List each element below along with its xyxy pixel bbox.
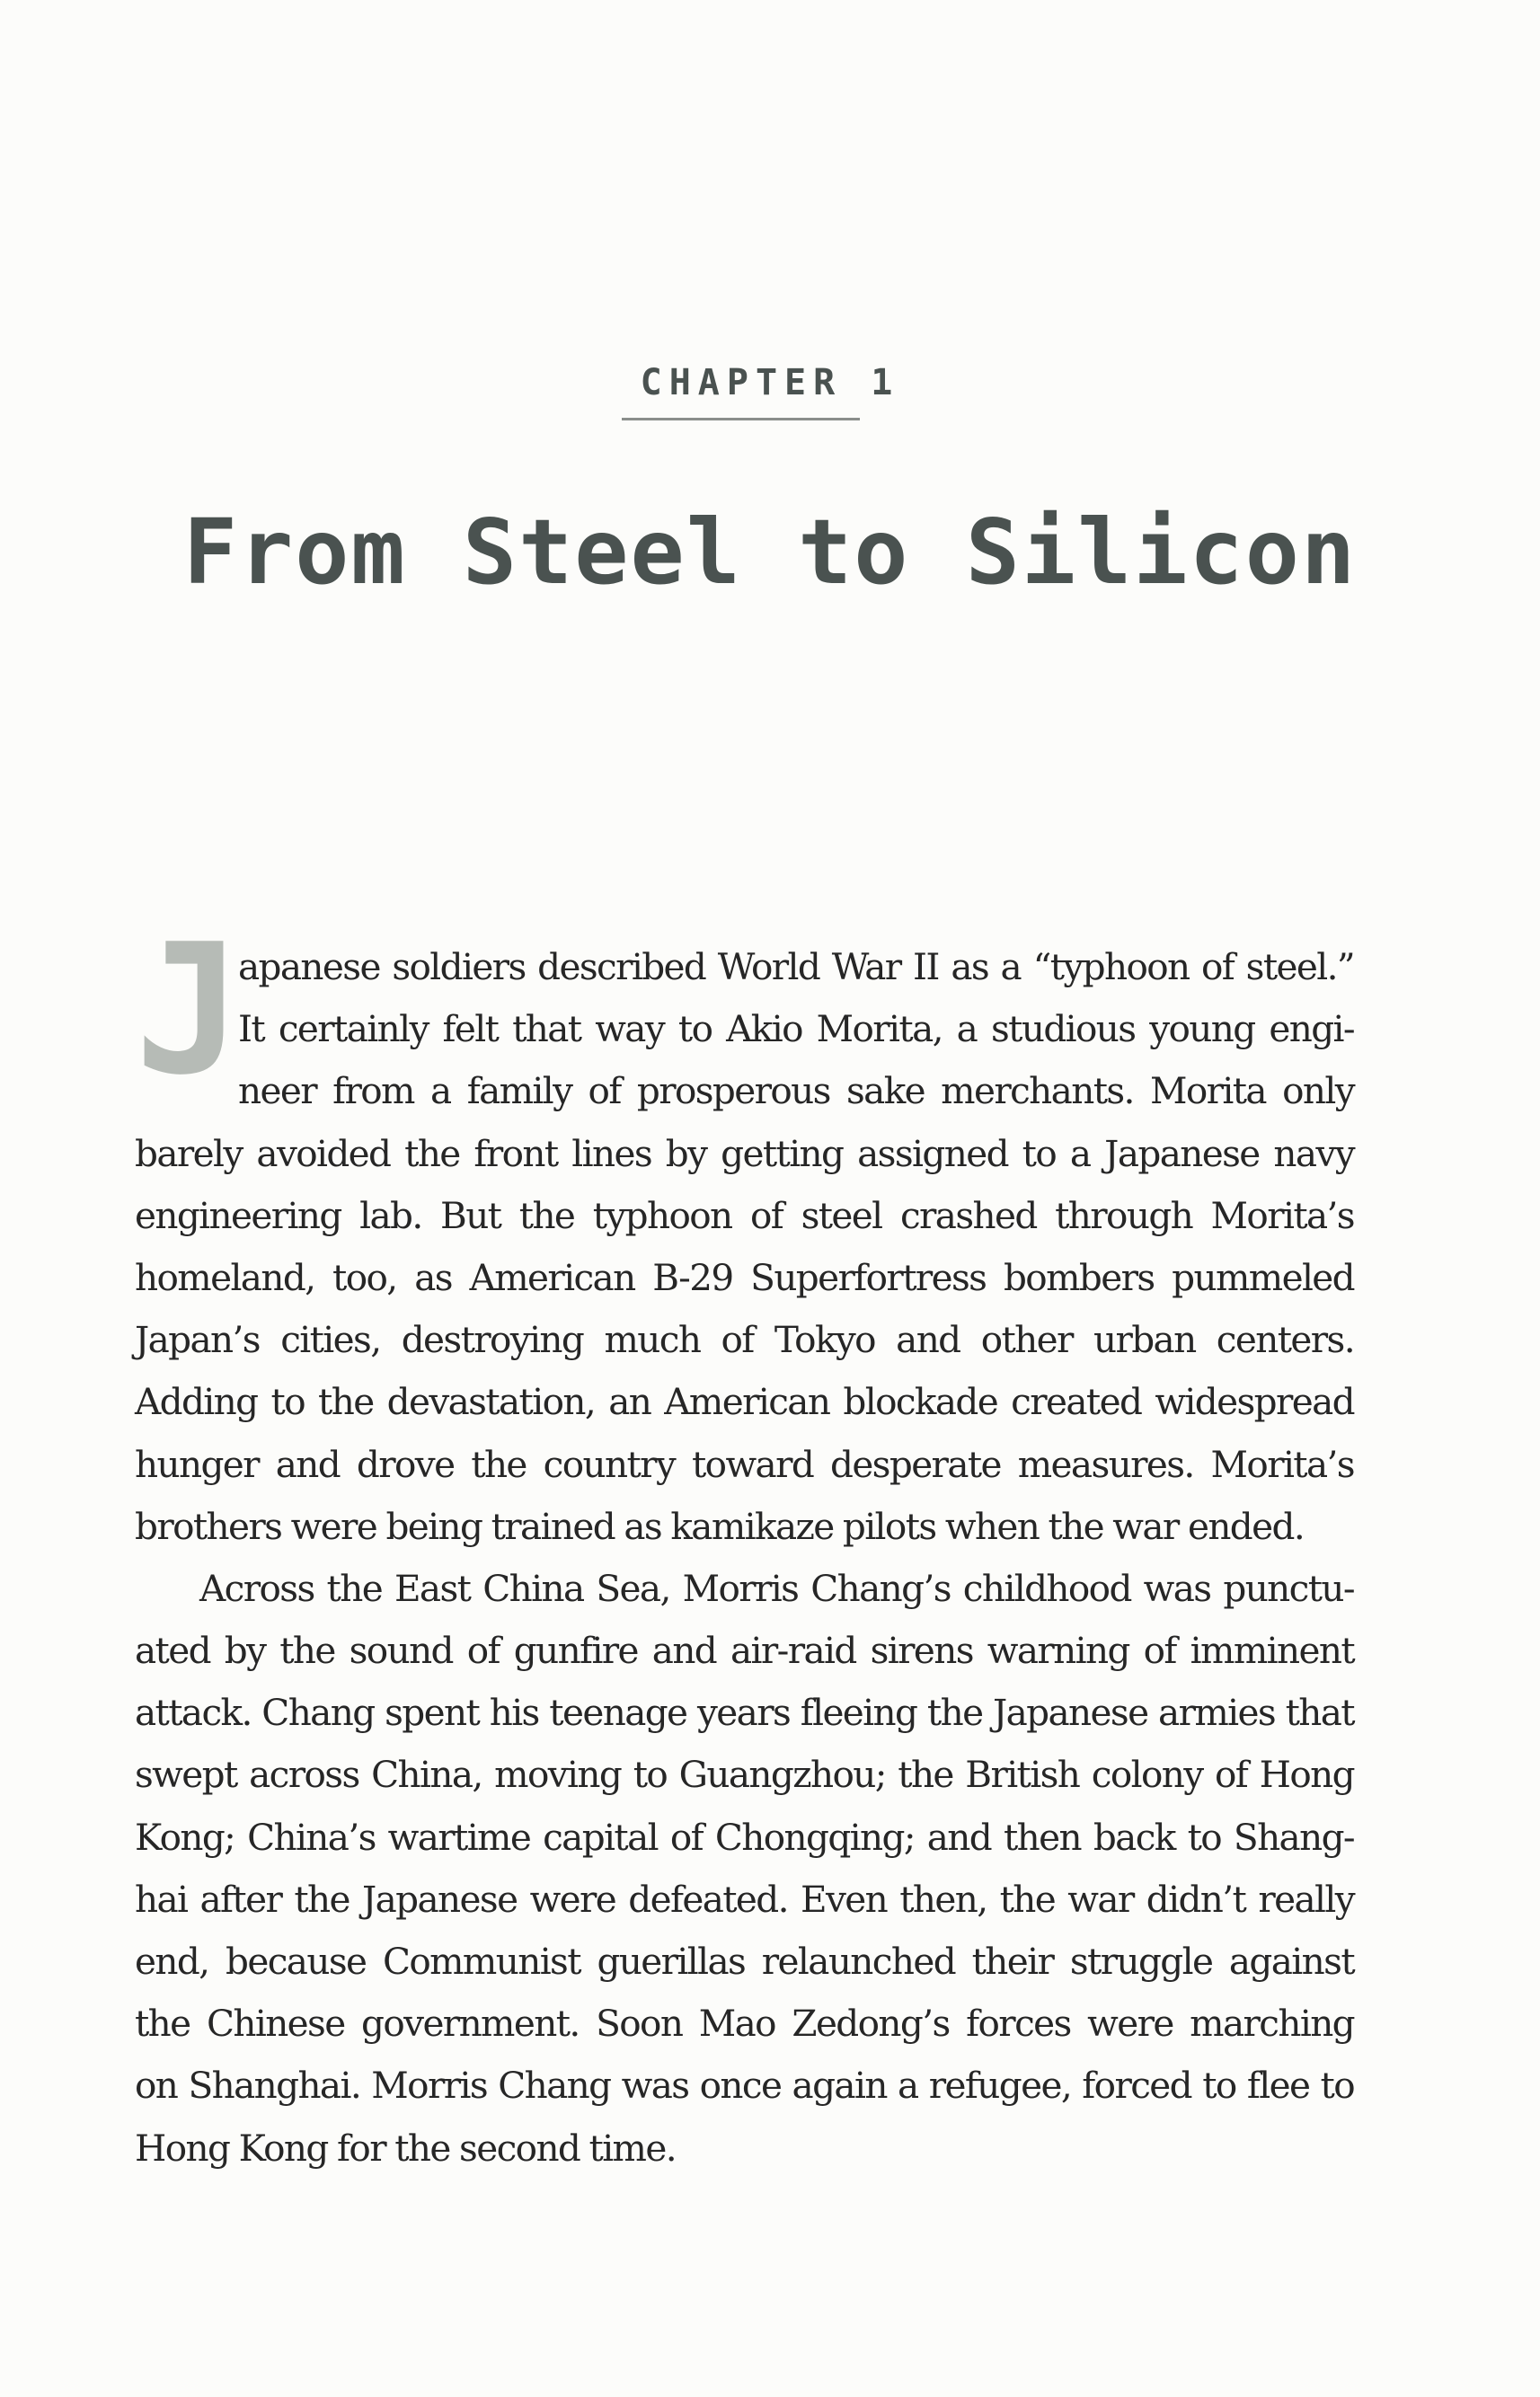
text-line: on Shanghai. Morris Chang was once again a refugee, forced to flee to: [135, 2064, 1354, 2108]
text-line: swept across China, moving to Guangzhou; the British colony of Hong: [135, 1753, 1354, 1797]
text-line: hai after the Japanese were defeated. Even then, the war didn’t really: [135, 1877, 1354, 1921]
text-line: Hong Kong for the second time.: [135, 2126, 677, 2170]
text-line: hunger and drove the country toward desperate measures. Morita’s: [135, 1442, 1354, 1486]
chapter-label: CHAPTER 1: [640, 362, 900, 403]
text-line: homeland, too, as American B-29 Superfortress bombers pummeled: [135, 1255, 1354, 1299]
text-line: attack. Chang spent his teenage years fleeing the Japanese armies that: [135, 1691, 1354, 1735]
text-line: barely avoided the front lines by getting assigned to a Japanese navy: [135, 1131, 1354, 1175]
text-line: apanese soldiers described World War II as a “typhoon of steel.”: [238, 945, 1354, 988]
body-text: [135, 936, 1354, 2180]
text-line: the Chinese government. Soon Mao Zedong’s forces were marching: [135, 2002, 1354, 2046]
text-line: It certainly felt that way to Akio Morita, a studious young engi-: [238, 1007, 1354, 1051]
text-line: engineering lab. But the typhoon of steel crashed through Morita’s: [135, 1193, 1354, 1237]
chapter-rule: [622, 418, 860, 420]
text-line: Kong; China’s wartime capital of Chongqing; and then back to Shang-: [135, 1815, 1354, 1859]
text-line: neer from a family of prosperous sake merchants. Morita only: [238, 1069, 1354, 1113]
text-line: Adding to the devastation, an American blockade created widespread: [135, 1380, 1354, 1424]
text-line: brothers were being trained as kamikaze pilots when the war ended.: [135, 1504, 1305, 1548]
text-line: end, because Communist guerillas relaunched their struggle against: [135, 1940, 1354, 1983]
text-line: ated by the sound of gunfire and air-raid sirens warning of imminent: [135, 1629, 1354, 1673]
drop-cap: J: [135, 906, 243, 1115]
paragraph-2: [135, 1558, 1354, 2180]
text-line: Japan’s cities, destroying much of Tokyo and other urban centers.: [135, 1318, 1354, 1362]
paragraph-1: [135, 936, 1354, 1558]
chapter-title: From Steel to Silicon: [182, 500, 1358, 605]
text-line: Across the East China Sea, Morris Chang’s childhood was punctu-: [199, 1566, 1354, 1610]
